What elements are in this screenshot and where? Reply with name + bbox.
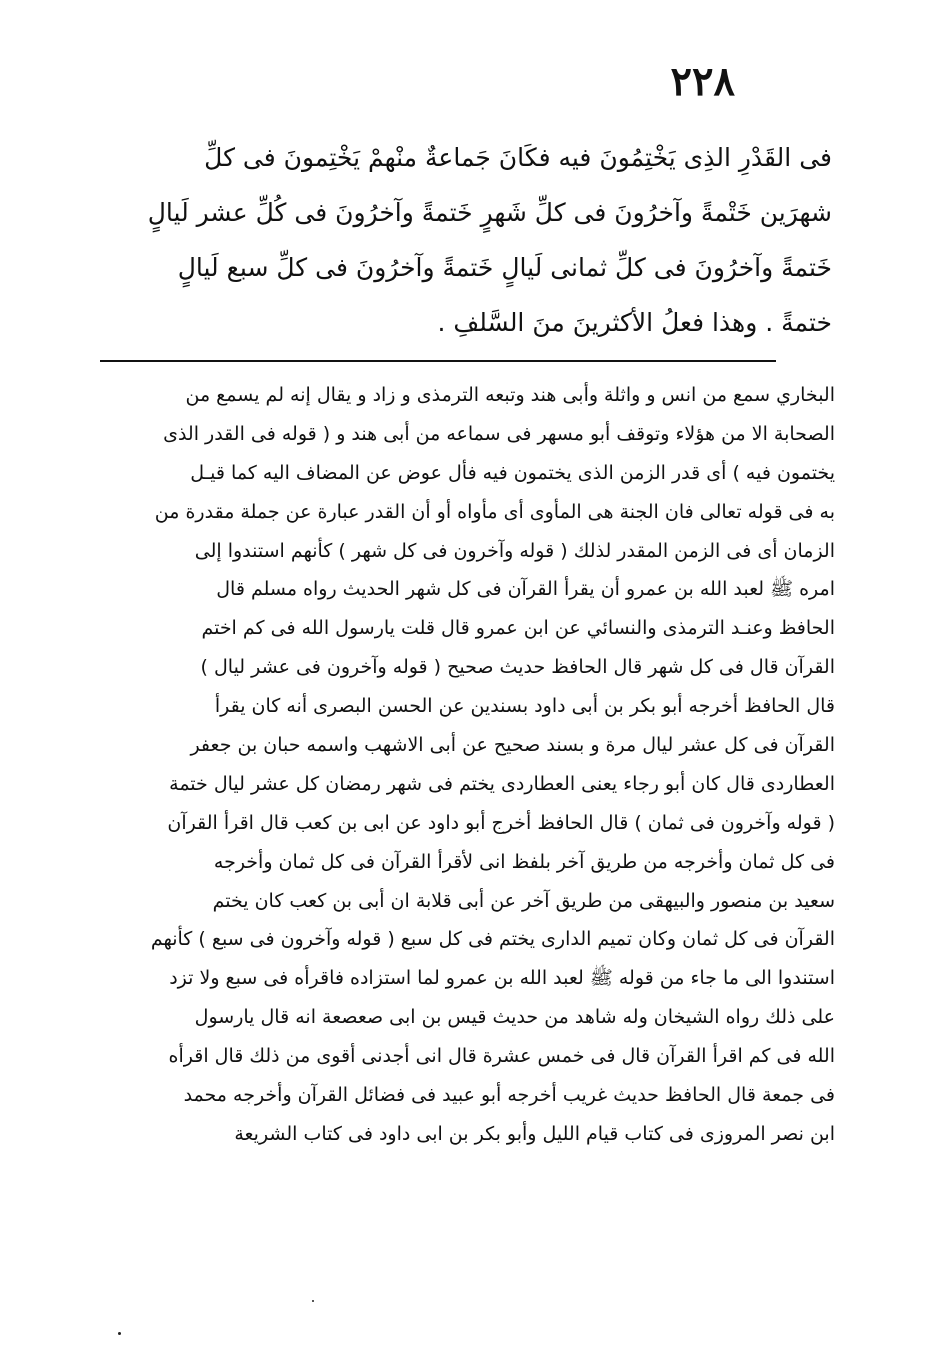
page-number: ٢٢٨ [670,58,735,105]
commentary-line: استندوا الى ما جاء من قوله ﷺ لعبد الله بن عمرو لما استزاده فاقرأه فى سبع ولا تزد [169,967,835,990]
commentary-line: ( قوله وآخرون فى ثمان ) قال الحافظ أخرج أبو داود عن ابى بن كعب قال اقرأ القرآن [167,811,835,834]
main-text-line: فى القَدْرِ الذِى يَخْتِمُونَ فيه فكَانَ جَماعةٌ منْهمْ يَخْتِمونَ فى كلِّ [204,143,832,172]
commentary-line: البخاري سمع من انس و واثلة وأبى هند وتبعه الترمذى و زاد و يقال إنه لم يسمع من [185,384,835,406]
commentary-line: الزمان أى فى الزمن المقدر لذلك ( قوله وآخرون فى كل شهر ) كأنهم استندوا إلى [194,539,835,562]
main-text-line: ختمةً . وهذا فعلُ الأكثرينَ منَ السَّلفِ . [437,308,832,337]
commentary-line: فى جمعة قال الحافظ حديث غريب أخرجه أبو عبيد فى فضائل القرآن وأخرجه محمد [183,1084,835,1107]
main-text-block [96,130,832,350]
commentary-line: يختمون فيه ) أى قدر الزمن الذى يختمون فيه فأل عوض عن المضاف اليه كما قيـل [190,461,835,484]
commentary-block [100,376,835,1154]
commentary-line: سعيد بن منصور والبيهقى من طريق آخر عن أبى قلابة ان أبى بن كعب كان يختم [212,889,835,912]
commentary-line: الله فى كم اقرأ القرآن قال فى خمس عشرة قال انى أجدنى أقوى من ذلك قال اقرأه [168,1045,835,1068]
main-text-line: خَتمةً وآخرُونَ فى كلِّ ثمانى لَيالٍ خَتمةً وآخرُونَ فى كلِّ سبع لَيالٍ [177,253,832,282]
ink-speck [118,1332,121,1335]
commentary-line: ابن نصر المروزى فى كتاب قيام الليل وأبو بكر بن ابى داود فى كتاب الشريعة [234,1122,835,1145]
commentary-line: القرآن فى كل عشر ليال مرة و بسند صحيح عن أبى الاشهب واسمه حبان بن جعفر [190,734,835,757]
commentary-line: على ذلك رواه الشيخان وله شاهد من حديث قيس بن ابى صعصعة انه قال يارسول [194,1006,835,1029]
commentary-line: فى كل ثمان وأخرجه من طريق آخر بلفظ انى لأقرأ القرآن فى كل ثمان وأخرجه [213,850,835,873]
ink-speck [312,1300,314,1302]
commentary-line: امره ﷺ لعبد الله بن عمرو أن يقرأ القرآن فى كل شهر الحديث رواه مسلم قال [216,578,835,601]
commentary-line: العطاردى قال كان أبو رجاء يعنى العطاردى يختم فى شهر رمضان كل عشر ليال ختمة [169,772,835,795]
commentary-line: القرآن قال فى كل شهر قال الحافظ حديث صحيح ( قوله وآخرون فى عشر ليال ) [200,656,835,679]
section-divider [100,360,776,362]
commentary-line: القرآن فى كل ثمان وكان تميم الدارى يختم فى كل سبع ( قوله وآخرون فى سبع ) كأنهم [150,928,835,951]
commentary-line: قال الحافظ أخرجه أبو بكر بن أبى داود بسندين عن الحسن البصرى أنه كان يقرأ [214,695,835,718]
commentary-line: به فى قوله تعالى فان الجنة هى المأوى أى مأواه أو أن القدر عبارة عن جملة مقدرة من [154,500,835,523]
commentary-line: الصحابة الا من هؤلاء وتوقف أبو مسهر فى سماعه من أبى هند و ( قوله فى القدر الذى [163,422,835,445]
main-text-line: شهرَين خَتْمةً وآخرُونَ فى كلِّ شَهرٍ خَتمةً وآخرُونَ فى كُلِّ عشر لَيالٍ [147,198,832,227]
commentary-line: الحافظ وعنـد الترمذى والنسائي عن ابن عمرو قال قلت يارسول الله فى كم اختم [201,617,835,640]
